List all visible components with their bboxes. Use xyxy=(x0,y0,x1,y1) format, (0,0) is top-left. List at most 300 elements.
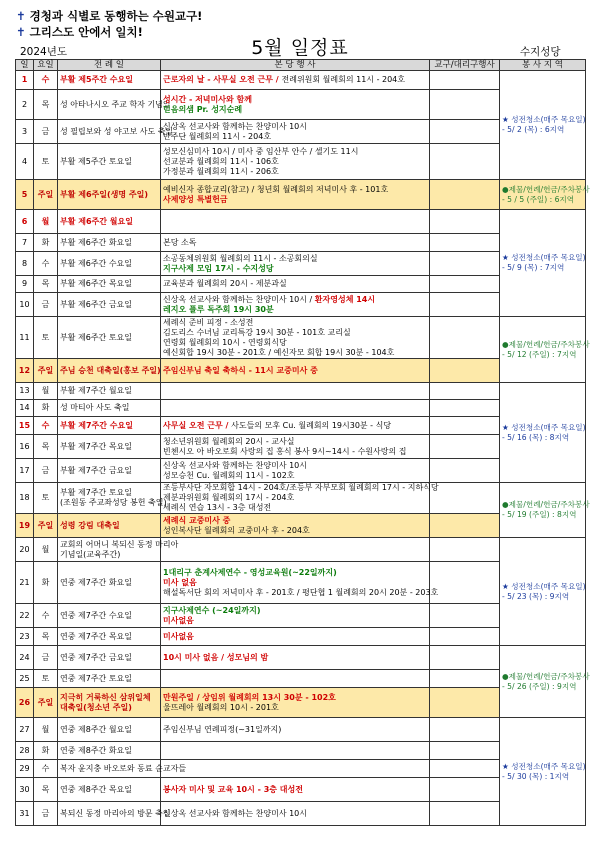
service-region-text: ★ 성전청소(매주 목요일) xyxy=(502,115,586,124)
event-text: 본당 소독 xyxy=(163,237,197,247)
day-cell: 12 xyxy=(16,359,34,383)
service-region-text: - 5/ 23 (목) : 9지역 xyxy=(502,591,570,601)
event-text: 환자영성체 14시 xyxy=(314,294,376,304)
liturgy-cell xyxy=(58,359,161,383)
weekday-cell: 화 xyxy=(34,562,58,604)
weekday-cell: 목 xyxy=(34,628,58,646)
event-line xyxy=(163,461,427,471)
event-line xyxy=(163,295,427,305)
liturgy-text: 지극히 거룩하신 삼위일체 xyxy=(60,692,151,702)
parish-event-cell xyxy=(161,252,430,276)
diocese-event-cell xyxy=(430,778,500,802)
liturgy-cell xyxy=(58,234,161,252)
event-text: 사무실 오전 근무 / xyxy=(163,420,232,430)
event-text: 세례식 준비 피정 - 소성전 xyxy=(163,317,254,327)
event-line xyxy=(163,516,427,526)
liturgy-text: 부활 제6주일(생명 주일) xyxy=(60,189,149,199)
event-line xyxy=(163,167,427,177)
parish-event-cell xyxy=(161,688,430,718)
event-text: 성모신심미사 10시 / 미사 중 임산부 안수 / 셀기도 11시 xyxy=(163,146,359,156)
parish-event-cell xyxy=(161,604,430,628)
liturgy-text: 연중 제7주간 금요일 xyxy=(60,652,132,662)
event-text: 청소년위원회 월례회의 20시 - 교사실 xyxy=(163,436,295,446)
diocese-event-cell xyxy=(430,562,500,604)
day-cell: 19 xyxy=(16,514,34,538)
service-region-text: - 5/ 26 (주일) : 9지역 xyxy=(502,681,577,691)
weekday-cell: 월 xyxy=(34,718,58,742)
event-line xyxy=(163,616,427,626)
diocese-event-cell xyxy=(430,802,500,826)
event-line xyxy=(163,157,427,167)
schedule-row xyxy=(16,210,586,234)
liturgy-cell xyxy=(58,210,161,234)
slogan-line-1 xyxy=(16,8,202,24)
day-cell: 24 xyxy=(16,646,34,670)
parish-event-cell xyxy=(161,383,430,400)
event-text: 지구사제 모임 17시 - 수지성당 xyxy=(163,263,274,273)
diocese-event-cell xyxy=(430,180,500,210)
liturgy-cell xyxy=(58,400,161,417)
service-region-cell xyxy=(500,383,586,483)
liturgy-text: 복자 윤지충 바오로와 동료 순교자들 xyxy=(60,763,187,773)
event-line xyxy=(163,132,427,142)
day-cell: 6 xyxy=(16,210,34,234)
weekday-cell: 목 xyxy=(34,435,58,459)
event-line xyxy=(163,503,427,513)
col-header-dow: 요일 xyxy=(34,60,58,71)
liturgy-cell xyxy=(58,538,179,562)
liturgy-text: 부활 제6주간 토요일 xyxy=(60,332,132,342)
parish-event-cell xyxy=(161,742,430,760)
event-text: 근로자의 날 - 사무실 오전 근무 / xyxy=(163,75,282,84)
event-line xyxy=(163,447,427,457)
event-line xyxy=(163,526,427,536)
day-cell: 15 xyxy=(16,417,34,435)
service-region-cell xyxy=(500,317,590,383)
liturgy-text: 교회의 어머니 복되신 동정 마리아 xyxy=(60,539,179,549)
day-cell: 25 xyxy=(16,670,34,688)
cross-icon: ✝ xyxy=(16,9,26,23)
parish-event-cell xyxy=(161,71,430,90)
weekday-cell: 토 xyxy=(34,144,58,180)
service-region-cell xyxy=(500,538,586,646)
liturgy-cell xyxy=(58,670,161,688)
liturgy-text: 성령 강림 대축일 xyxy=(60,520,120,530)
liturgy-cell xyxy=(58,459,161,483)
liturgy-cell xyxy=(58,276,161,293)
liturgy-text: 주님 승천 대축일(홍보 주일) xyxy=(60,365,161,375)
day-cell: 5 xyxy=(16,180,34,210)
day-cell: 21 xyxy=(16,562,34,604)
liturgy-cell xyxy=(58,562,161,604)
liturgy-cell xyxy=(58,293,161,317)
event-line xyxy=(163,238,427,248)
schedule-row xyxy=(16,317,586,359)
event-text: 선교분과 월례회의 11시 - 106호 xyxy=(163,156,279,166)
liturgy-cell xyxy=(58,628,161,646)
day-cell: 28 xyxy=(16,742,34,760)
event-text: 울뜨레아 월례회의 10시 - 201호 xyxy=(163,702,279,712)
day-cell: 11 xyxy=(16,317,34,359)
event-text: 전례위원회 월례회의 11시 - 204호 xyxy=(281,75,405,84)
event-text: 연령회 월례회의 10시 - 연령회식당 xyxy=(163,337,287,347)
weekday-cell: 수 xyxy=(34,252,58,276)
parish-event-cell xyxy=(161,400,430,417)
event-text: 봉사자 미사 및 교육 10시 - 3층 대성전 xyxy=(163,784,303,794)
day-cell: 31 xyxy=(16,802,34,826)
event-text: 주임신부님 축일 축하식 - 11시 교중미사 중 xyxy=(163,365,318,375)
weekday-cell: 화 xyxy=(34,400,58,417)
service-region-cell xyxy=(500,483,590,538)
liturgy-cell xyxy=(58,514,161,538)
weekday-cell: 토 xyxy=(34,670,58,688)
service-region-text: ★ 성전청소(매주 목요일) xyxy=(502,581,586,591)
diocese-event-cell xyxy=(430,483,500,514)
diocese-event-cell xyxy=(430,417,500,435)
col-header-service-region: 봉 사 지 역 xyxy=(500,60,586,71)
parish-event-cell xyxy=(161,562,439,604)
weekday-cell: 주일 xyxy=(34,180,58,210)
weekday-cell: 주일 xyxy=(34,688,58,718)
diocese-event-cell xyxy=(430,538,500,562)
schedule-row xyxy=(16,71,586,90)
diocese-event-cell xyxy=(430,359,500,383)
weekday-cell: 수 xyxy=(34,604,58,628)
service-region-text: ★ 성전청소(매주 목요일) xyxy=(502,761,586,771)
liturgy-cell xyxy=(58,144,161,180)
cross-icon: ✝ xyxy=(16,25,26,39)
service-region-text: ●제물/헌례/헌금/주차봉사 xyxy=(502,339,590,349)
liturgy-text: 복되신 동정 마리아의 방문 축일 xyxy=(60,808,171,818)
event-line xyxy=(163,122,427,132)
liturgy-text: 성 아타나시오 주교 학자 기념일 xyxy=(60,99,171,109)
weekday-cell: 화 xyxy=(34,742,58,760)
weekday-cell: 주일 xyxy=(34,514,58,538)
event-text: 신상옥 선교사와 함께하는 찬양미사 10시 xyxy=(163,460,307,470)
liturgy-text: 부활 제5주간 수요일 xyxy=(60,75,133,84)
parish-event-cell xyxy=(161,538,430,562)
diocese-event-cell xyxy=(430,604,500,628)
weekday-cell: 월 xyxy=(34,383,58,400)
event-line xyxy=(163,471,427,481)
liturgy-text: 부활 제7주간 월요일 xyxy=(60,386,132,395)
liturgy-cell xyxy=(58,317,161,359)
liturgy-cell xyxy=(58,646,161,670)
event-text: 성인복사단 월례회의 교중미사 후 - 204호 xyxy=(163,525,310,535)
schedule-row xyxy=(16,483,586,514)
event-text: 사도들의 모후 Cu. 월례회의 19시30분 - 식당 xyxy=(231,420,392,430)
diocese-event-cell xyxy=(430,317,500,359)
liturgy-cell xyxy=(58,688,161,718)
liturgy-text: 연중 제7주간 화요일 xyxy=(60,577,132,587)
event-line xyxy=(163,279,427,289)
diocese-event-cell xyxy=(430,742,500,760)
event-line xyxy=(163,305,427,315)
service-region-cell xyxy=(500,718,586,826)
diocese-event-cell xyxy=(430,90,500,120)
diocese-event-cell xyxy=(430,234,500,252)
day-cell: 7 xyxy=(16,234,34,252)
parish-event-cell xyxy=(161,293,430,317)
event-line xyxy=(163,809,427,819)
event-line xyxy=(163,147,427,157)
day-cell: 3 xyxy=(16,120,34,144)
parish-event-cell xyxy=(161,180,430,210)
liturgy-text: 연중 제7주간 수요일 xyxy=(60,610,132,620)
slogan-text-1: 경청과 식별로 동행하는 수원교구! xyxy=(29,9,203,23)
event-line xyxy=(163,587,439,598)
event-text: 레지오 플루 독주회 19시 30분 xyxy=(163,304,274,314)
liturgy-text: 연중 제7주간 토요일 xyxy=(60,673,132,683)
schedule-row xyxy=(16,538,586,562)
event-text: 교육분과 월례회의 20시 - 제분과실 xyxy=(163,279,287,288)
event-text: 해설독서단 회의 저녁미사 후 - 201호 / 평단협 1 월례회의 20시 20분 - 203호 xyxy=(163,587,439,597)
liturgy-text: 부활 제7주간 목요일 xyxy=(60,441,132,451)
weekday-cell: 금 xyxy=(34,120,58,144)
schedule-row xyxy=(16,180,586,210)
weekday-cell: 목 xyxy=(34,778,58,802)
parish-event-cell xyxy=(161,646,430,670)
liturgy-text: 부활 제6주간 수요일 xyxy=(60,258,132,268)
liturgy-text: 부활 제5주간 토요일 xyxy=(60,156,132,166)
service-region-text: - 5/ 2 (목) : 6지역 xyxy=(502,125,565,134)
event-line xyxy=(163,264,427,274)
service-region-text: ●제물/헌례/헌금/주차봉사 xyxy=(502,184,590,194)
day-cell: 9 xyxy=(16,276,34,293)
weekday-cell: 수 xyxy=(34,760,58,778)
liturgy-cell xyxy=(58,417,161,435)
day-cell: 22 xyxy=(16,604,34,628)
liturgy-text: 부활 제7주간 금요일 xyxy=(60,465,132,475)
parish-event-cell xyxy=(161,144,430,180)
service-region-text: ★ 성전청소(매주 목요일) xyxy=(502,422,586,432)
diocese-event-cell xyxy=(430,210,500,234)
event-line xyxy=(163,421,427,431)
event-line xyxy=(163,703,427,713)
day-cell: 16 xyxy=(16,435,34,459)
liturgy-cell xyxy=(58,90,171,120)
event-line xyxy=(163,338,427,348)
event-text: 빈첸시오 아 바오로회 사랑의 집 홍식 봉사 9시~14시 - 수원사랑의 집 xyxy=(163,446,407,456)
event-line xyxy=(163,653,427,663)
diocese-event-cell xyxy=(430,400,500,417)
schedule-row xyxy=(16,718,586,742)
event-text: 신상옥 선교사와 함께하는 찬양미사 10시 / xyxy=(163,294,315,304)
weekday-cell: 화 xyxy=(34,234,58,252)
parish-event-cell xyxy=(161,417,430,435)
event-text: 미사없음 xyxy=(163,631,194,641)
event-text: 가정분과 월례회의 11시 - 206호 xyxy=(163,166,279,176)
liturgy-text: 연중 제8주간 월요일 xyxy=(60,724,132,734)
parish-event-cell xyxy=(161,276,430,293)
service-region-text: ★ 성전청소(매주 목요일) xyxy=(502,253,586,262)
diocese-event-cell xyxy=(430,760,500,778)
service-region-cell xyxy=(500,210,586,317)
weekday-cell: 금 xyxy=(34,293,58,317)
event-line xyxy=(163,328,427,338)
event-line xyxy=(163,483,439,493)
service-region-text: - 5/ 19 (주일) : 8지역 xyxy=(502,510,577,519)
weekday-cell: 토 xyxy=(34,317,58,359)
event-line xyxy=(163,606,427,616)
event-text: 반주단 월례회의 11시 - 204호 xyxy=(163,131,272,141)
diocese-event-cell xyxy=(430,459,500,483)
day-cell: 8 xyxy=(16,252,34,276)
liturgy-text: 연중 제8주간 화요일 xyxy=(60,745,132,755)
parish-event-cell xyxy=(161,483,439,514)
event-line xyxy=(163,437,427,447)
weekday-cell: 목 xyxy=(34,90,58,120)
day-cell: 10 xyxy=(16,293,34,317)
parish-event-cell xyxy=(161,718,430,742)
weekday-cell: 금 xyxy=(34,802,58,826)
weekday-cell: 목 xyxy=(34,276,58,293)
diocese-event-cell xyxy=(430,71,500,90)
liturgy-cell xyxy=(58,120,174,144)
liturgy-cell xyxy=(58,252,161,276)
liturgy-text: 부활 제7주간 토요일 xyxy=(60,488,132,497)
event-text: 세례식 교중미사 중 xyxy=(163,515,231,525)
liturgy-cell xyxy=(58,760,187,778)
diocese-event-cell xyxy=(430,435,500,459)
event-line xyxy=(163,348,427,358)
event-line xyxy=(163,693,427,703)
parish-event-cell xyxy=(161,210,430,234)
weekday-cell: 수 xyxy=(34,71,58,90)
day-cell: 18 xyxy=(16,483,34,514)
diocese-event-cell xyxy=(430,293,500,317)
day-cell: 30 xyxy=(16,778,34,802)
service-region-cell xyxy=(500,646,590,718)
event-text: 미사없음 xyxy=(163,615,194,625)
page-title: 5월 일정표 xyxy=(251,37,349,59)
parish-name: 수지성당 xyxy=(520,46,561,58)
liturgy-cell xyxy=(58,802,171,826)
day-cell: 1 xyxy=(16,71,34,90)
slogan-text-2: 그리스도 안에서 일치! xyxy=(29,25,143,39)
col-header-day: 일 xyxy=(16,60,34,71)
day-cell: 2 xyxy=(16,90,34,120)
parish-event-cell xyxy=(161,670,430,688)
liturgy-cell xyxy=(58,483,167,514)
event-line xyxy=(163,105,427,115)
liturgy-cell xyxy=(58,71,161,90)
table-header-row xyxy=(16,60,586,71)
diocese-event-cell xyxy=(430,383,500,400)
event-text: 만원주일 / 상임위 월례회의 13시 30분 - 102호 xyxy=(163,692,336,702)
event-text: 조등부사단 자모회합 14시 - 204호/조등부 자부모회 월례회의 17시 - 지하식당 xyxy=(163,483,439,492)
liturgy-text: 연중 제7주간 목요일 xyxy=(60,631,132,641)
parish-event-cell xyxy=(161,435,430,459)
liturgy-text: (조원동 주교좌성당 봉헌 축일) xyxy=(60,498,167,507)
col-header-parish-events: 본 당 행 사 xyxy=(161,60,430,71)
year-label: 2024년도 xyxy=(20,46,68,58)
weekday-cell: 금 xyxy=(34,459,58,483)
liturgy-cell xyxy=(58,383,161,400)
event-line xyxy=(163,195,427,205)
event-line xyxy=(163,318,427,328)
diocese-event-cell xyxy=(430,252,500,276)
event-text: 1대리구 춘계사제연수 - 영성교육원(~22일까지) xyxy=(163,567,337,577)
diocese-event-cell xyxy=(430,514,500,538)
parish-event-cell xyxy=(161,802,430,826)
parish-event-cell xyxy=(161,628,430,646)
service-region-text: - 5/ 9 (목) : 7지역 xyxy=(502,263,565,272)
event-text: 제분과위원회 월례회의 17시 - 204호 xyxy=(163,493,295,502)
day-cell: 29 xyxy=(16,760,34,778)
weekday-cell: 월 xyxy=(34,210,58,234)
service-region-text: - 5/ 16 (목) : 8지역 xyxy=(502,432,570,442)
event-text: 신상옥 선교사와 함께하는 찬양미사 10시 xyxy=(163,808,307,818)
diocese-event-cell xyxy=(430,144,500,180)
diocese-event-cell xyxy=(430,646,500,670)
event-line xyxy=(163,578,427,588)
liturgy-text: 부활 제6주간 금요일 xyxy=(60,299,132,309)
event-text: 김도리스 수녀님 교리특강 19시 30분 - 101호 교리실 xyxy=(163,327,351,337)
parish-event-cell xyxy=(161,359,430,383)
schedule-table xyxy=(15,59,590,826)
weekday-cell: 월 xyxy=(34,538,58,562)
schedule-row xyxy=(16,383,586,400)
day-cell: 23 xyxy=(16,628,34,646)
diocese-event-cell xyxy=(430,276,500,293)
col-header-liturgy: 전 례 일 xyxy=(58,60,161,71)
liturgy-text: 부활 제6주간 목요일 xyxy=(60,279,132,288)
liturgy-text: 부활 제7주간 수요일 xyxy=(60,420,133,430)
liturgy-cell xyxy=(58,742,161,760)
event-text: 사제양성 특별헌금 xyxy=(163,194,228,204)
event-text: 예신회합 19시 30분 - 201호 / 예신자모 회합 19시 30분 - 104호 xyxy=(163,347,395,357)
day-cell: 4 xyxy=(16,144,34,180)
parish-event-cell xyxy=(161,514,430,538)
liturgy-cell xyxy=(58,604,161,628)
service-region-text: - 5/ 12 (주일) : 7지역 xyxy=(502,349,577,359)
day-cell: 14 xyxy=(16,400,34,417)
parish-event-cell xyxy=(161,90,430,120)
day-cell: 17 xyxy=(16,459,34,483)
event-line xyxy=(163,75,427,85)
service-region-text: - 5 / 5 (주일) : 6지역 xyxy=(502,194,575,204)
liturgy-text: 연중 제8주간 목요일 xyxy=(60,784,132,794)
event-text: 믿음의샘 Pr. 성지순례 xyxy=(163,104,243,114)
event-text: 예비신자 종합교리(참고) / 청년회 월례회의 저녁미사 후 - 101호 xyxy=(163,184,389,194)
parish-event-cell xyxy=(161,760,430,778)
weekday-cell: 수 xyxy=(34,417,58,435)
schedule-row xyxy=(16,646,586,670)
event-line xyxy=(163,568,427,578)
diocese-event-cell xyxy=(430,670,500,688)
parish-event-cell xyxy=(161,234,430,252)
event-text: 세례식 연습 13시 - 3층 대성전 xyxy=(163,503,272,512)
event-text: 10시 미사 없음 / 성모님의 밤 xyxy=(163,652,269,662)
col-header-diocese-events: 교구/대리구행사 xyxy=(430,60,500,71)
event-line xyxy=(163,95,427,105)
event-text: 주임신부님 연례피정(~31일까지) xyxy=(163,724,282,734)
event-text: 성시간 - 저녁미사와 함께 xyxy=(163,94,252,104)
event-text: 지구사제연수 (~24일까지) xyxy=(163,605,261,615)
parish-event-cell xyxy=(161,317,430,359)
diocese-event-cell xyxy=(430,628,500,646)
event-line xyxy=(163,254,427,264)
event-text: 신상옥 선교사와 함께하는 찬양미사 10시 xyxy=(163,121,307,131)
day-cell: 27 xyxy=(16,718,34,742)
weekday-cell: 토 xyxy=(34,483,58,514)
weekday-cell: 금 xyxy=(34,646,58,670)
day-cell: 20 xyxy=(16,538,34,562)
liturgy-text: 성 마티아 사도 축일 xyxy=(60,403,130,412)
event-line xyxy=(163,785,427,795)
event-line xyxy=(163,725,427,735)
